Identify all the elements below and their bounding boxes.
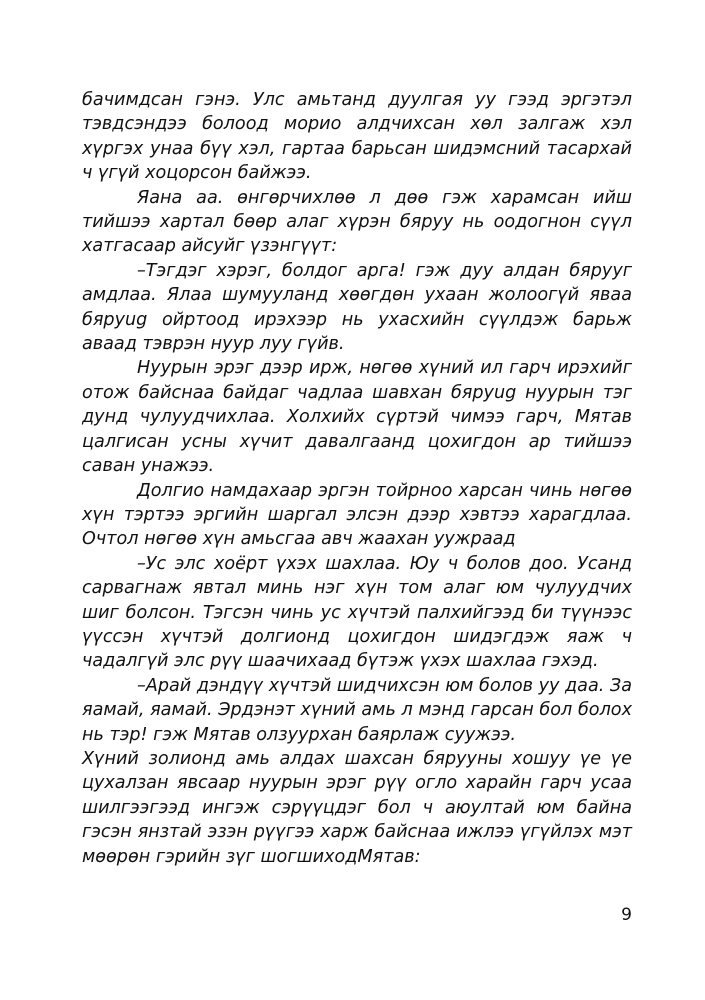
paragraph-7: –Арай дэндүү хүчтэй шидчихсэн юм болов уу даа. За яамай, яамай. Эрдэнэт хүний амь л мэнд гарсан бол болох нь тэр! гэж Мятав олзуурхан баярлаж суужээ. [82, 675, 632, 745]
page-number: 9 [621, 905, 632, 925]
paragraph-3: –Тэгдэг хэрэг, болдог арга! гэж дуу алдан бярууг амдлаа. Ялаа шумууланд хөөгдөн ухаан жолоогүй яваа бяруug ойртоод ирэхээр нь ухасхийн сүүлдэж барьж аваад тэврэн нуур луу гүйв. [82, 260, 632, 355]
paragraph-8: Хүний золионд амь алдах шахсан бярууны хошуу үе үе цухалзан явсаар нуурын эрэг рүү огло харайн гарч усаа шилгээгээд ингэж сэрүүцдэг бол ч аюултай юм байна гэсэн янзтай эзэн рүүгээ харж байснаа ижлээ үгүйлэх мэт мөөрөн гэрийн зүг шогшиходМятав: [82, 748, 632, 867]
paragraph-5: Долгио намдахаар эргэн тойрноо харсан чинь нөгөө хүн тэртээ эргийн шаргал элсэн дээр хэвтээ харагдлаа. Очтол нөгөө хүн амьсгаа авч жаахан уужраад [82, 480, 632, 550]
paragraph-6: –Ус элс хоёрт үхэх шахлаа. Юу ч болов доо. Усанд сарвагнаж явтал минь нэг хүн том алаг юм чулуудчих шиг болсон. Тэгсэн чинь ус хүчтэй палхийгээд би түүнээс үүссэн хүчтэй долгионд цохигдон шидэгдэж яаж ч чадалгүй элс рүү шаачихаад бүтэж үхэх шахлаа гэхэд. [82, 553, 632, 672]
paragraph-2: Яана аа. өнгөрчихлөө л дөө гэж харамсан ийш тийшээ хартал бөөр алаг хүрэн бяруу нь оодогнон сүүл хатгасаар айсуйг үзэнгүүт: [82, 187, 632, 257]
paragraph-1: бачимдсан гэнэ. Улс амьтанд дуулгая уу гээд эргэтэл тэвдсэндээ болоод морио алдчихсан хөл залгаж хэл хүргэх унаа бүү хэл, гартаа барьсан шидэмсний тасархай ч үгүй хоцорсон байжээ. [82, 90, 632, 184]
body-text [82, 88, 632, 869]
paragraph-4: Нуурын эрэг дээр ирж, нөгөө хүний ил гарч ирэхийг отож байснаа байдаг чадлаа шавхан бяруug нуурын тэг дунд чулуудчихлаа. Холхийх сүртэй чимээ гарч, Мятав цалгисан усны хүчит давалгаанд цохигдон ар тийшээ саван унажээ. [82, 358, 632, 477]
